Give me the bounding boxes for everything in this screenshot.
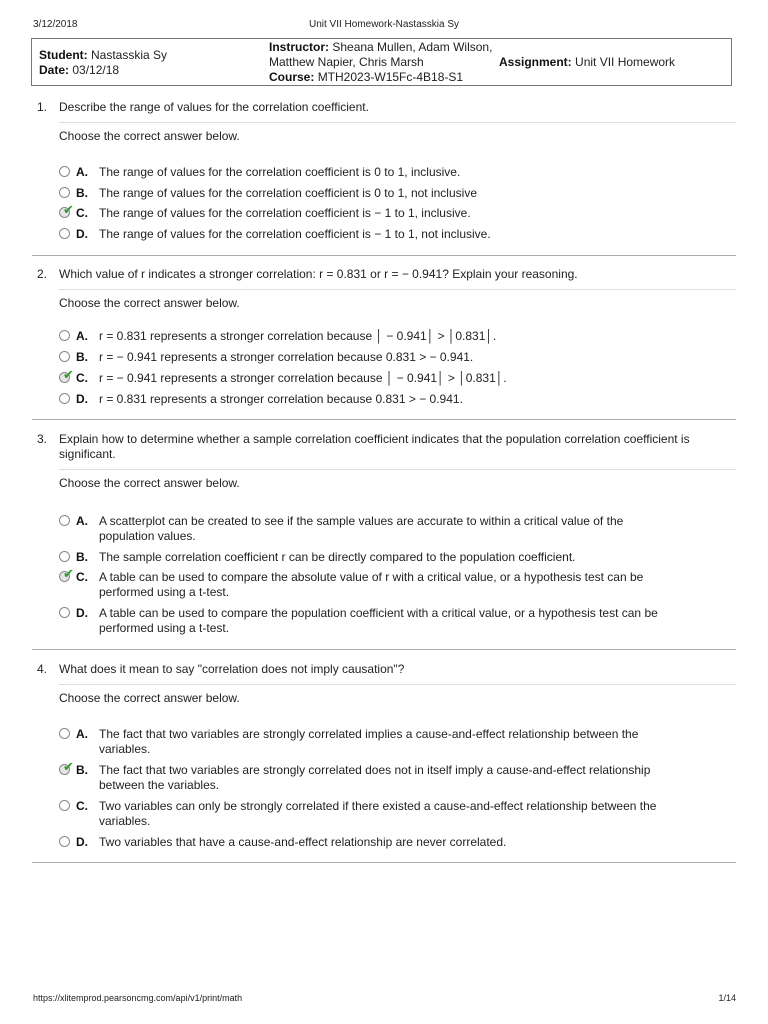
option-letter: C. (76, 206, 88, 220)
question-number: 3. (37, 432, 48, 446)
divider (59, 289, 736, 290)
option-text: Two variables can only be strongly correlated if there existed a cause-and-effect relationship between the variables. (99, 799, 657, 828)
checkmark-icon: ✔ (63, 202, 74, 217)
option-letter: D. (76, 392, 88, 406)
question-text: Which value of r indicates a stronger correlation: r = 0.831 or r = − 0.941? Explain your reasoning. (59, 267, 578, 281)
date-label: Date: (39, 63, 70, 77)
radio-button[interactable] (59, 515, 70, 526)
question-text: What does it mean to say "correlation does not imply causation"? (59, 662, 405, 676)
radio-button[interactable] (59, 330, 70, 341)
checkmark-icon: ✔ (63, 759, 74, 774)
info-box (31, 38, 732, 86)
option-text: The range of values for the correlation coefficient is − 1 to 1, inclusive. (99, 206, 471, 220)
student-label: Student: (39, 48, 88, 62)
question-number: 4. (37, 662, 48, 676)
question-separator (32, 862, 736, 863)
instructor-line (269, 40, 509, 70)
option-letter: D. (76, 835, 88, 849)
course-line (269, 70, 463, 85)
assignment-label: Assignment: (499, 55, 572, 69)
instructor-names: Sheana Mullen, Adam Wilson, Matthew Napier, Chris Marsh (269, 40, 493, 69)
radio-button[interactable] (59, 393, 70, 404)
page-number: 1/14 (718, 993, 736, 1003)
radio-button[interactable] (59, 551, 70, 562)
radio-button[interactable] (59, 607, 70, 618)
student-name: Nastasskia Sy (91, 48, 168, 62)
option-letter: D. (76, 227, 88, 241)
option-letter: C. (76, 570, 88, 584)
option-text: The range of values for the correlation coefficient is − 1 to 1, not inclusive. (99, 227, 491, 241)
choose-prompt: Choose the correct answer below. (59, 476, 240, 490)
instructor-label: Instructor: (269, 40, 329, 54)
option-letter: B. (76, 763, 88, 777)
option-text: The sample correlation coefficient r can be directly compared to the population coefficient. (99, 550, 576, 564)
question-separator (32, 649, 736, 650)
option-text: The fact that two variables are strongly correlated does not in itself imply a cause-and-effect relationship between the variables. (99, 763, 651, 792)
radio-button[interactable] (59, 836, 70, 847)
question-separator (32, 255, 736, 256)
option-text: The fact that two variables are strongly correlated implies a cause-and-effect relationship between the variables. (99, 727, 639, 756)
option-text: r = 0.831 represents a stronger correlation because 0.831 > − 0.941. (99, 392, 463, 406)
question-separator (32, 419, 736, 420)
date-value: 03/12/18 (72, 63, 120, 77)
option-letter: D. (76, 606, 88, 620)
radio-button[interactable] (59, 187, 70, 198)
option-text: Two variables that have a cause-and-effect relationship are never correlated. (99, 835, 507, 849)
option-letter: A. (76, 727, 88, 741)
course-value: MTH2023-W15Fc-4B18-S1 (317, 70, 464, 84)
option-text: r = 0.831 represents a stronger correlation because │ − 0.941│ > │0.831│. (99, 329, 497, 343)
divider (59, 469, 736, 470)
choose-prompt: Choose the correct answer below. (59, 296, 240, 310)
student-line (39, 48, 167, 63)
question-number: 1. (37, 100, 48, 114)
question-text: Describe the range of values for the correlation coefficient. (59, 100, 369, 114)
option-letter: A. (76, 514, 88, 528)
option-letter: B. (76, 186, 88, 200)
print-date: 3/12/2018 (33, 19, 78, 30)
option-letter: A. (76, 329, 88, 343)
option-letter: B. (76, 550, 88, 564)
divider (59, 122, 736, 123)
radio-button[interactable] (59, 228, 70, 239)
choose-prompt: Choose the correct answer below. (59, 691, 240, 705)
radio-button[interactable] (59, 166, 70, 177)
question-text: Explain how to determine whether a sample correlation coefficient indicates that the population correlation coefficient is significant. (59, 432, 690, 461)
checkmark-icon: ✔ (63, 367, 74, 382)
option-letter: A. (76, 165, 88, 179)
option-text: The range of values for the correlation coefficient is 0 to 1, not inclusive (99, 186, 477, 200)
option-text: The range of values for the correlation coefficient is 0 to 1, inclusive. (99, 165, 461, 179)
course-label: Course: (269, 70, 315, 84)
radio-button[interactable] (59, 351, 70, 362)
divider (59, 684, 736, 685)
checkmark-icon: ✔ (63, 566, 74, 581)
radio-button[interactable] (59, 728, 70, 739)
option-letter: B. (76, 350, 88, 364)
option-text: A table can be used to compare the absolute value of r with a critical value, or a hypothesis test can be performed using a t-test. (99, 570, 644, 599)
assignment-value: Unit VII Homework (575, 55, 676, 69)
option-text: A table can be used to compare the population coefficient with a critical value, or a hypothesis test can be performed using a t-test. (99, 606, 658, 635)
radio-button[interactable] (59, 800, 70, 811)
option-text: A scatterplot can be created to see if the sample values are accurate to within a critical value of the population values. (99, 514, 624, 543)
option-letter: C. (76, 371, 88, 385)
option-text: r = − 0.941 represents a stronger correlation because │ − 0.941│ > │0.831│. (99, 371, 507, 385)
print-title: Unit VII Homework-Nastasskia Sy (308, 19, 460, 30)
choose-prompt: Choose the correct answer below. (59, 129, 240, 143)
footer-url: https://xlitemprod.pearsoncmg.com/api/v1/print/math (33, 993, 243, 1003)
option-text: r = − 0.941 represents a stronger correlation because 0.831 > − 0.941. (99, 350, 474, 364)
assignment-line (499, 55, 675, 70)
date-line (39, 63, 119, 78)
option-letter: C. (76, 799, 88, 813)
question-number: 2. (37, 267, 48, 281)
